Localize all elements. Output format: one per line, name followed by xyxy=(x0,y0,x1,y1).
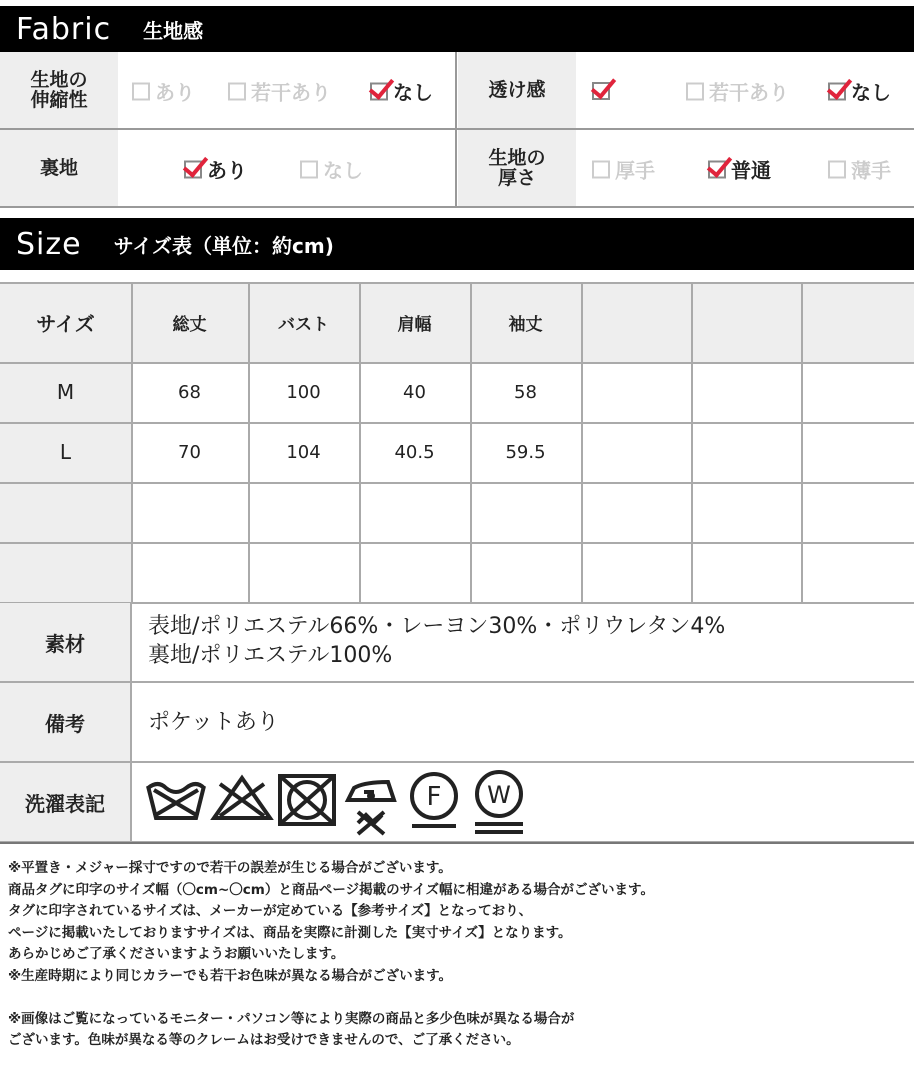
checkbox-icon xyxy=(828,82,846,100)
divider xyxy=(455,52,457,208)
size-table-header-cell xyxy=(691,282,801,362)
thickness-option-normal[interactable] xyxy=(708,155,771,184)
grid-line xyxy=(801,282,803,602)
size-table-cell xyxy=(691,542,801,602)
grid-line xyxy=(0,482,914,484)
size-title-jp: サイズ表（単位：約cm) xyxy=(113,233,334,258)
size-table-cell xyxy=(801,422,914,482)
size-table-cell: 100 xyxy=(286,381,321,403)
note-line xyxy=(8,987,654,1009)
grid-line xyxy=(0,362,914,364)
grid-line xyxy=(359,282,361,602)
sheer-option-ari[interactable] xyxy=(592,82,615,100)
checkbox-icon xyxy=(592,160,610,178)
fabric-title-en: Fabric xyxy=(16,11,112,47)
lining-option-none[interactable] xyxy=(300,155,363,184)
size-table-cell xyxy=(801,362,914,422)
checkbox-icon xyxy=(300,160,318,178)
checkbox-icon xyxy=(132,82,150,100)
thickness-option-thick[interactable] xyxy=(592,155,655,184)
option-label: あり xyxy=(207,158,247,183)
fabric-title-jp: 生地感 xyxy=(143,18,204,43)
care-w-text: W xyxy=(487,781,511,809)
divider xyxy=(0,128,914,130)
thickness-label-line2: 厚さ xyxy=(497,167,536,189)
size-table-cell xyxy=(0,482,131,542)
checkbox-icon xyxy=(592,82,610,100)
note-line: 商品タグに印字のサイズ幅（〇cm~〇cm）と商品ページ掲載のサイズ幅に相違がある場合がございます。 xyxy=(8,881,654,898)
note-line: ※画像はご覧になっているモニター・パソコン等により実際の商品と多少色味が異なる場合が xyxy=(8,1010,575,1027)
size-table-cell xyxy=(248,542,359,602)
stretch-options xyxy=(118,52,456,130)
option-label: なし xyxy=(393,80,433,105)
iron-icon xyxy=(348,782,394,834)
grid-line xyxy=(0,681,914,683)
option-label: 普通 xyxy=(731,158,771,183)
grid-line xyxy=(581,282,583,602)
checkbox-icon xyxy=(686,82,704,100)
divider xyxy=(0,206,914,208)
checkbox-icon xyxy=(228,82,246,100)
size-table-cell xyxy=(691,362,801,422)
stretch-label-line1: 生地の xyxy=(30,69,88,92)
no-tumble-dry-icon xyxy=(280,776,334,824)
size-table-cell xyxy=(131,542,248,602)
size-table-cell xyxy=(801,482,914,542)
size-table xyxy=(0,282,914,842)
size-table-cell: 70 xyxy=(178,441,201,463)
size-table-cell xyxy=(0,542,131,602)
note-line: ※平置き・メジャー採寸ですので若干の誤差が生じる場合がございます。 xyxy=(8,860,452,876)
size-table-cell: 68 xyxy=(178,381,201,403)
care-f-text: F xyxy=(426,782,442,812)
lining-options xyxy=(118,130,456,208)
divider xyxy=(0,842,914,844)
thickness-label xyxy=(458,130,576,208)
thickness-options xyxy=(576,130,914,208)
size-table-header-cell xyxy=(581,282,691,362)
size-table-cell xyxy=(470,482,581,542)
grid-line xyxy=(248,282,250,602)
size-table-header-cell: サイズ xyxy=(0,282,131,362)
grid-line xyxy=(130,602,132,842)
size-table-cell xyxy=(359,542,470,602)
sheer-option-none[interactable] xyxy=(828,77,891,106)
no-bleach-icon xyxy=(214,778,270,818)
option-label: 若干あり xyxy=(251,80,331,105)
checkbox-icon xyxy=(708,160,726,178)
size-table-cell xyxy=(691,482,801,542)
grid-line xyxy=(0,761,914,763)
wet-clean-w-icon xyxy=(475,772,523,832)
size-table-cell: 40.5 xyxy=(394,441,435,463)
size-table-header-cell: 肩幅 xyxy=(359,282,470,362)
size-table-cell xyxy=(359,482,470,542)
stretch-option-none[interactable] xyxy=(370,77,433,106)
size-table-header-cell: 総丈 xyxy=(131,282,248,362)
grid-line xyxy=(470,282,472,602)
size-table-cell xyxy=(131,482,248,542)
material-line2: 裏地/ポリエステル100% xyxy=(148,643,393,668)
material-text xyxy=(148,612,725,670)
size-table-header-cell: バスト xyxy=(248,282,359,362)
size-table-header-cell xyxy=(801,282,914,362)
fabric-grid xyxy=(0,52,914,208)
stretch-option-ari[interactable] xyxy=(132,77,195,106)
checkbox-icon xyxy=(828,160,846,178)
size-table-cell: 104 xyxy=(286,441,321,463)
option-label: 薄手 xyxy=(851,158,891,183)
material-line1: 表地/ポリエステル66%・レーヨン30%・ポリウレタン4% xyxy=(148,614,726,639)
size-table-cell xyxy=(581,422,691,482)
remarks-text: ポケットあり xyxy=(148,710,279,735)
size-table-cell: 58 xyxy=(514,381,537,403)
care-icons xyxy=(146,768,536,844)
grid-line xyxy=(691,282,693,602)
stretch-label xyxy=(0,52,118,130)
size-header-bar xyxy=(0,218,914,270)
size-title-en: Size xyxy=(16,226,82,262)
notes-block xyxy=(8,858,654,1052)
option-label: 若干あり xyxy=(709,80,789,105)
size-table-cell xyxy=(581,482,691,542)
grid-line xyxy=(0,602,914,604)
option-label: 厚手 xyxy=(615,158,655,183)
fabric-header-bar xyxy=(0,6,914,52)
stretch-label-line2: 伸縮性 xyxy=(30,89,88,111)
note-line: ※生産時期により同じカラーでも若干お色味が異なる場合がございます。 xyxy=(8,967,453,984)
size-table-cell xyxy=(691,422,801,482)
wash-tub-icon xyxy=(148,784,204,818)
size-table-cell xyxy=(801,542,914,602)
checkbox-icon xyxy=(370,82,388,100)
note-line: タグに印字されているサイズは、メーカーが定めている【参考サイズ】となっており、 xyxy=(8,903,533,919)
note-line: ございます。色味が異なる等のクレームはお受けできませんので、ご了承ください。 xyxy=(8,1032,520,1048)
size-table-cell xyxy=(581,542,691,602)
sheer-label: 透け感 xyxy=(458,52,576,130)
option-label: なし xyxy=(851,80,891,105)
grid-line xyxy=(0,282,914,284)
size-table-cell: M xyxy=(0,362,131,422)
size-table-cell xyxy=(470,542,581,602)
dry-clean-f-icon xyxy=(412,774,456,826)
grid-line xyxy=(0,422,914,424)
size-table-cell: 40 xyxy=(403,381,426,403)
size-table-cell xyxy=(581,362,691,422)
size-table-cell: 59.5 xyxy=(505,441,546,463)
checkbox-icon xyxy=(184,160,202,178)
remarks-label: 備考 xyxy=(0,683,130,761)
grid-line xyxy=(0,542,914,544)
size-table-cell xyxy=(248,482,359,542)
sheer-option-slight[interactable] xyxy=(686,77,789,106)
size-table-header-cell: 袖丈 xyxy=(470,282,581,362)
material-label: 素材 xyxy=(0,603,130,681)
grid-line xyxy=(131,282,133,602)
thickness-label-line1: 生地の xyxy=(488,147,546,170)
option-label: なし xyxy=(323,158,363,183)
note-line: ページに掲載いたしておりますサイズは、商品を実際に計測した【実寸サイズ】となります。 xyxy=(8,924,572,941)
sheer-options xyxy=(576,52,914,130)
care-symbols xyxy=(146,768,536,840)
option-label: あり xyxy=(155,80,195,105)
note-line: あらかじめご了承くださいますようお願いいたします。 xyxy=(8,946,345,962)
thickness-option-thin[interactable] xyxy=(828,155,891,184)
care-label: 洗濯表記 xyxy=(0,763,130,841)
lining-label: 裏地 xyxy=(0,130,118,208)
size-table-cell: L xyxy=(0,422,131,482)
lining-option-ari[interactable] xyxy=(184,155,247,184)
stretch-option-slight[interactable] xyxy=(228,77,331,106)
